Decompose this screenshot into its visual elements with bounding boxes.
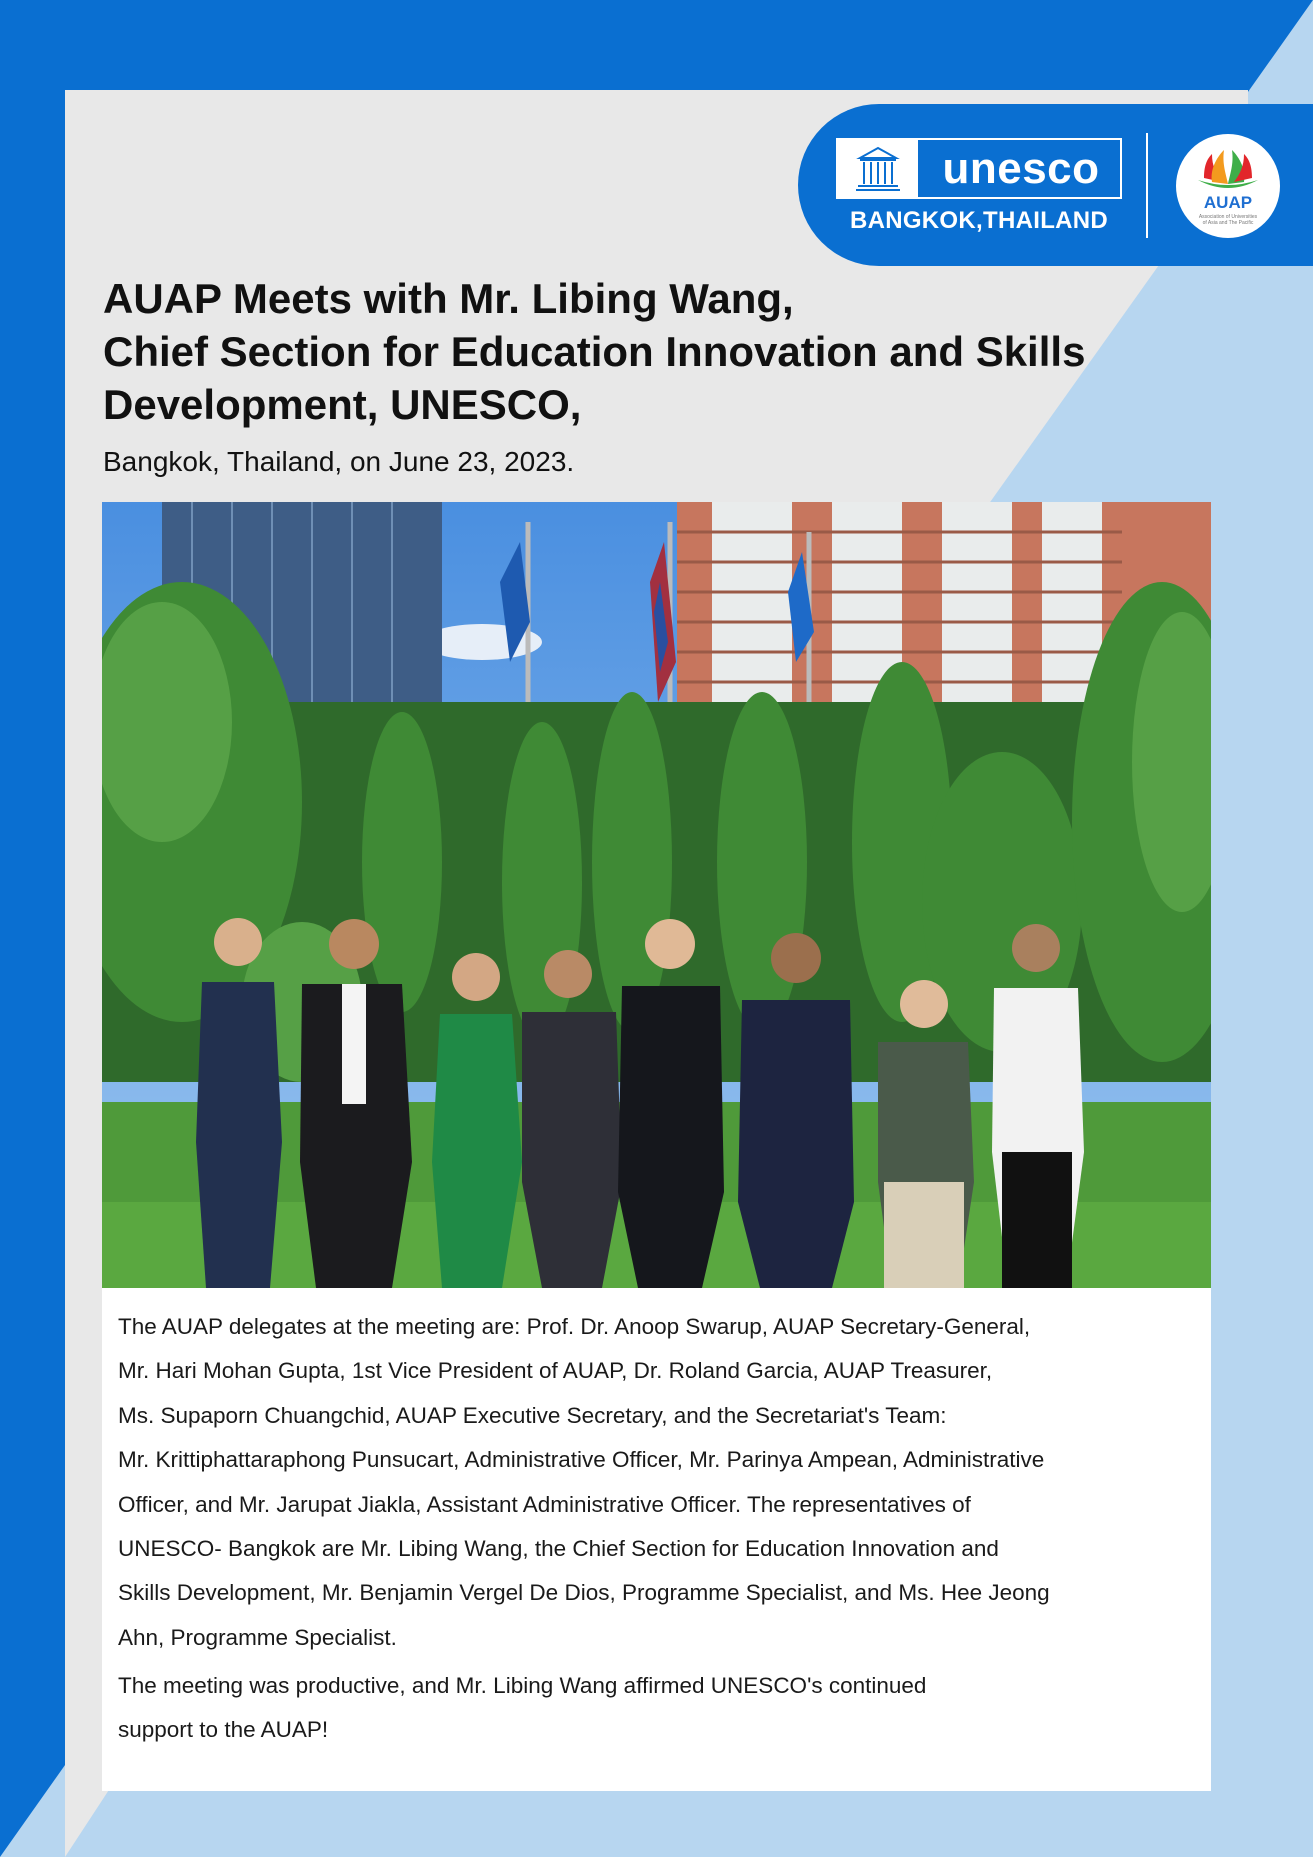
event-location-date: Bangkok, Thailand, on June 23, 2023. — [103, 446, 575, 477]
paragraph-line: Ahn, Programme Specialist. — [118, 1624, 397, 1650]
title-line: Development, UNESCO, — [103, 381, 582, 428]
unesco-temple-icon — [838, 140, 918, 197]
group-photo — [102, 502, 1211, 1288]
page-title — [103, 272, 1263, 431]
unesco-logo — [836, 138, 1122, 199]
paragraph-line: support to the AUAP! — [118, 1717, 329, 1743]
delegates-paragraph — [118, 1305, 1208, 1660]
title-line: AUAP Meets with Mr. Libing Wang, — [103, 275, 794, 322]
paragraph-line: Mr. Hari Mohan Gupta, 1st Vice President of AUAP, Dr. Roland Garcia, AUAP Treasurer, — [118, 1358, 993, 1384]
paragraph-line: The meeting was productive, and Mr. Libing Wang affirmed UNESCO's continued — [118, 1673, 927, 1698]
logo-divider — [1146, 133, 1148, 238]
paragraph-line: The AUAP delegates at the meeting are: Prof. Dr. Anoop Swarup, AUAP Secretary-General, — [118, 1314, 1031, 1339]
description-box — [102, 1288, 1211, 1791]
unesco-location: BANGKOK,THAILAND — [849, 207, 1109, 234]
paragraph-line: Ms. Supaporn Chuangchid, AUAP Executive Secretary, and the Secretariat's Team: — [118, 1402, 947, 1428]
title-line: Chief Section for Education Innovation and Skills — [103, 328, 1086, 375]
paragraph-line: UNESCO- Bangkok are Mr. Libing Wang, the Chief Section for Education Innovation and — [118, 1536, 999, 1562]
paragraph-line: Skills Development, Mr. Benjamin Vergel De Dios, Programme Specialist, and Ms. Hee Jeong — [118, 1580, 1050, 1606]
auap-logo — [1176, 134, 1280, 238]
svg-text:Association of Universities: Association of Universities — [1198, 214, 1258, 220]
unesco-wordmark: unesco — [942, 144, 1100, 193]
svg-text:of Asia and The Pacific: of Asia and The Pacific — [1202, 220, 1254, 226]
svg-text:AUAP: AUAP — [1203, 193, 1253, 212]
conclusion-paragraph — [118, 1664, 1208, 1753]
paragraph-line: Officer, and Mr. Jarupat Jiakla, Assistant Administrative Officer. The representatives of — [118, 1491, 971, 1517]
paragraph-line: Mr. Krittiphattaraphong Punsucart, Administrative Officer, Mr. Parinya Ampean, Administrative — [118, 1447, 1045, 1473]
